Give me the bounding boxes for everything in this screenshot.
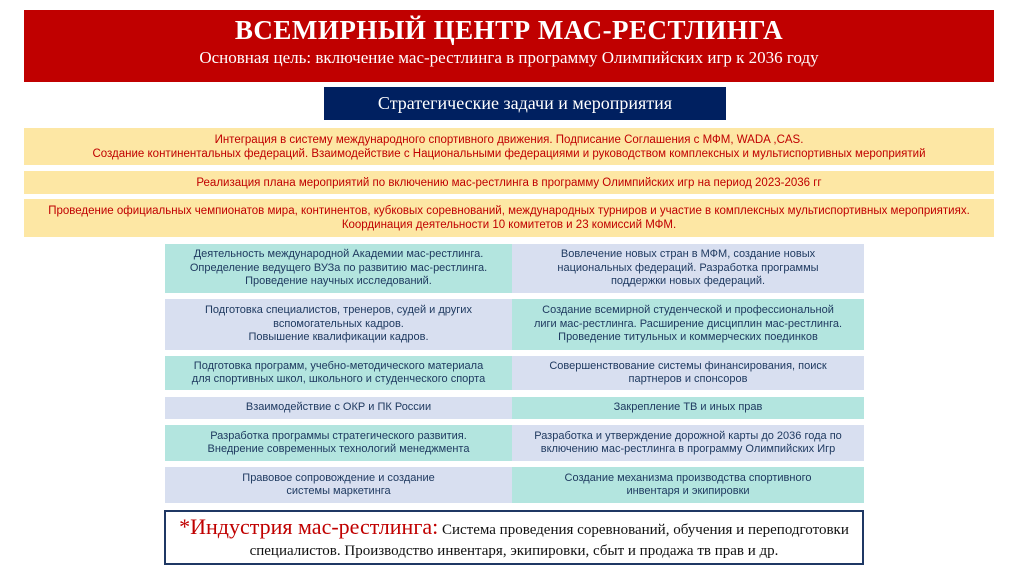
task-line: для спортивных школ, школьного и студенческого спорта — [191, 373, 486, 385]
banner-line: Создание континентальных федераций. Взаимодействие с Национальными федерациями и руководством комплексных и мультиспортивных мероприятий — [92, 147, 926, 160]
task-line: поддержки новых федераций. — [610, 275, 766, 288]
page-title: ВСЕМИРНЫЙ ЦЕНТР МАС-РЕСТЛИНГА — [234, 15, 784, 45]
header-banner — [24, 10, 994, 82]
task-line: Взаимодействие с ОКР и ПК России — [245, 401, 432, 414]
task-line: вспомогательных кадров. — [273, 317, 404, 330]
industry-text: Система проведения соревнований, обучения и переподготовки специалистов. Производство инвентаря, экипировки, сбыт и продажа тв прав и др. — [249, 522, 849, 559]
task-line: партнеров и спонсоров — [628, 373, 748, 385]
task-line: лиги мас-рестлинга. Расширение дисциплин мас-рестлинга. — [533, 317, 843, 330]
task-cell-left — [165, 467, 512, 503]
banner-integration — [24, 128, 994, 165]
banner-line: Реализация плана мероприятий по включению мас-рестлинга в программу Олимпийских игр на период 2023-2036 гг — [196, 176, 822, 189]
banner-line: Интеграция в систему международного спортивного движения. Подписание Соглашения с МФМ, WADA ,CAS. — [214, 133, 804, 146]
task-line: Определение ведущего ВУЗа по развитию мас-рестлинга. — [189, 261, 488, 274]
task-line: Создание механизма производства спортивного — [564, 471, 812, 484]
banner-plan — [24, 171, 994, 194]
task-cell-left — [165, 299, 512, 350]
task-cell-right — [512, 356, 864, 390]
page-subtitle: Основная цель: включение мас-рестлинга в программу Олимпийских игр к 2036 году — [199, 48, 819, 67]
banner-line: Координация деятельности 10 комитетов и 23 комиссий МФМ. — [341, 219, 677, 231]
banner-championships — [24, 199, 994, 237]
task-line: Повышение квалификации кадров. — [248, 331, 429, 344]
task-line: Разработка программы стратегического развития. — [210, 429, 467, 442]
task-line: национальных федераций. Разработка программы — [557, 261, 819, 274]
task-cell-left — [165, 356, 512, 390]
task-line: Закрепление ТВ и иных прав — [613, 401, 763, 414]
industry-note — [164, 510, 864, 565]
task-line: Создание всемирной студенческой и профессиональной — [542, 304, 834, 317]
task-line: Совершенствование системы финансирования, поиск — [549, 359, 827, 372]
task-line: Подготовка программ, учебно-методического материала — [193, 359, 484, 372]
task-cell-right — [512, 299, 864, 350]
task-line: Правовое сопровождение и создание — [242, 471, 435, 484]
task-line: включению мас-рестлинга в программу Олимпийских Игр — [540, 443, 836, 455]
task-line: Разработка и утверждение дорожной карты до 2036 года по — [534, 429, 842, 442]
task-cell-left — [165, 244, 512, 293]
task-line: Внедрение современных технологий менеджмента — [207, 443, 470, 455]
banner-line: Проведение официальных чемпионатов мира, континентов, кубковых соревнований, международных турниров и участие в комплексных мультиспортивных мероприятиях. — [48, 205, 970, 217]
task-line: Деятельность международной Академии мас-рестлинга. — [193, 248, 484, 261]
task-line: Проведение титульных и коммерческих поединков — [558, 331, 818, 344]
task-line: Проведение научных исследований. — [245, 275, 432, 288]
industry-label: *Индустрия мас-рестлинга: — [179, 514, 439, 539]
task-cell-right — [512, 467, 864, 503]
task-line: инвентаря и экипировки — [626, 485, 750, 497]
task-cell-left — [165, 397, 512, 419]
task-cell-right — [512, 397, 864, 419]
task-cell-right — [512, 244, 864, 293]
task-cell-left — [165, 425, 512, 461]
task-line: системы маркетинга — [286, 485, 391, 497]
task-line: Подготовка специалистов, тренеров, судей и других — [205, 304, 472, 317]
section-title: Стратегические задачи и мероприятия — [324, 87, 726, 120]
task-cell-right — [512, 425, 864, 461]
task-line: Вовлечение новых стран в МФМ, создание новых — [560, 248, 816, 261]
